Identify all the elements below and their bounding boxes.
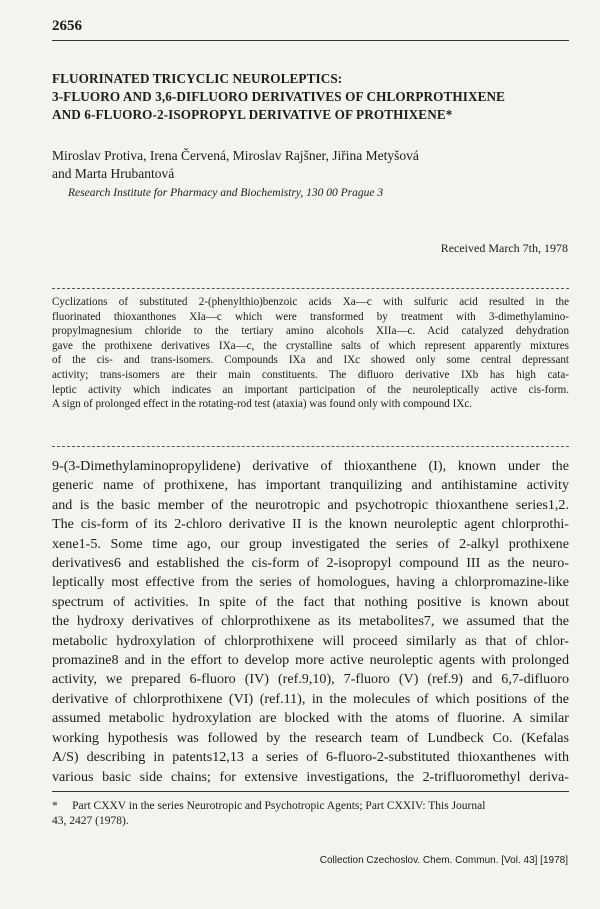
abstract-line: propylmagnesium chloride to the tertiary amino alcohols XIIa—c. Acid catalyzed dehydration [52,325,569,338]
body-line: derivatives6 and established the cis-form of 2-isopropyl compound III as the neuro- [52,555,569,572]
body-line: metabolic hydroxylation of chlorprothixene will proceed similarly as that of chlor- [52,632,569,649]
body-line: The cis-form of its 2-chloro derivative II is the known neuroleptic agent chlorprothi- [52,516,569,533]
abstract-line: A sign of prolonged effect in the rotating-rod test (ataxia) was found only with compound IXc. [52,398,473,411]
body-line: generic name of prothixene, has important tranquilizing and antihistamine activity [52,477,569,494]
abstract-line: Cyclizations of substituted 2-(phenylthio)benzoic acids Xa—c with sulfuric acid resulted in the [52,296,569,308]
abstract-line: leptic activity which indicates an important participation of the neuroleptically active cis-form. [52,383,569,396]
body-line: the hydroxy derivatives of chlorprothixene as its metabolites7, we assumed that the [52,613,569,630]
body-line: xene1-5. Some time ago, our group investigated the series of 2-alkyl prothixene [52,535,569,552]
header-rule [52,40,569,41]
received-date: Received March 7th, 1978 [440,241,568,255]
body-line: spectrum of activities. In spite of the fact that nothing positive is known about [52,593,569,610]
authors-line: Miroslav Protiva, Irena Červená, Miroslav Rajšner, Jiřina Metyšová [52,148,419,163]
body-line: leptically most effective from the series of homologues, having a chlorpromazine-like [52,574,569,591]
footnote-marker: * [52,800,58,812]
author-list [52,147,569,183]
abstract-bottom-rule [52,446,569,447]
title-line: AND 6-FLUORO-2-ISOPROPYL DERIVATIVE OF PROTHIXENE* [52,107,453,122]
affiliation: Research Institute for Pharmacy and Biochemistry, 130 00 Prague 3 [68,187,384,199]
abstract-line: fluorinated thioxanthones XIa—c which were transformed by treatment with 3-dimethylamino- [52,310,569,323]
title-line: FLUORINATED TRICYCLIC NEUROLEPTICS: [52,71,343,86]
article-title [52,70,569,124]
body-line: assumed metabolic hydroxylation are blocked with the atoms of fluorine. A similar [52,710,569,727]
body-line: promazine8 and in the effort to develop more active neuroleptic agents with prolonged [52,652,569,669]
abstract-line: activity; trans-isomers are their main constituents. The difluoro derivative IXb has high cata- [52,368,569,381]
body-line: derivative of chlorprothixene (VI) (ref.11), in the molecules of which positions of the [52,690,569,707]
footnote-line: 43, 2427 (1978). [52,815,129,827]
footnote-line [52,799,569,814]
body-text [52,457,569,787]
journal-citation: Collection Czechoslov. Chem. Commun. [Vol. 43] [1978] [319,855,568,866]
body-line: 9-(3-Dimethylaminopropylidene) derivative of thioxanthene (I), known under the [52,458,569,474]
title-line: 3-FLUORO AND 3,6-DIFLUORO DERIVATIVES OF CHLORPROTHIXENE [52,89,506,104]
footnote [52,799,569,829]
body-line: working hypothesis was followed by the research team of Lundbeck Co. (Kefalas [52,729,569,746]
abstract [52,295,569,412]
abstract-top-rule [52,288,569,289]
body-line: activity, we prepared 6-fluoro (IV) (ref.9,10), 7-fluoro (V) (ref.9) and 6,7-difluoro [52,671,569,688]
body-line: A/S) describing in patents12,13 a series of 6-fluoro-2-substituted thioxanthenes with [52,749,569,766]
body-line: various basic side chains; for extensive investigations, the 2-trifluoromethyl deriva- [52,768,569,785]
footnote-text: Part CXXV in the series Neurotropic and Psychotropic Agents; Part CXXIV: This Journal [72,800,486,812]
page-number: 2656 [52,18,82,34]
authors-line: and Marta Hrubantová [52,166,175,181]
footnote-rule [52,791,569,792]
body-line: and is the basic member of the neurotropic and psychotropic thioxanthene series1,2. [52,496,569,513]
abstract-line: gave the prothixene derivatives IXa—c, the crystalline salts of which represent apparently mixtures [52,339,569,352]
abstract-line: of the cis- and trans-isomers. Compounds IXa and IXc showed only some central depressant [52,354,569,367]
